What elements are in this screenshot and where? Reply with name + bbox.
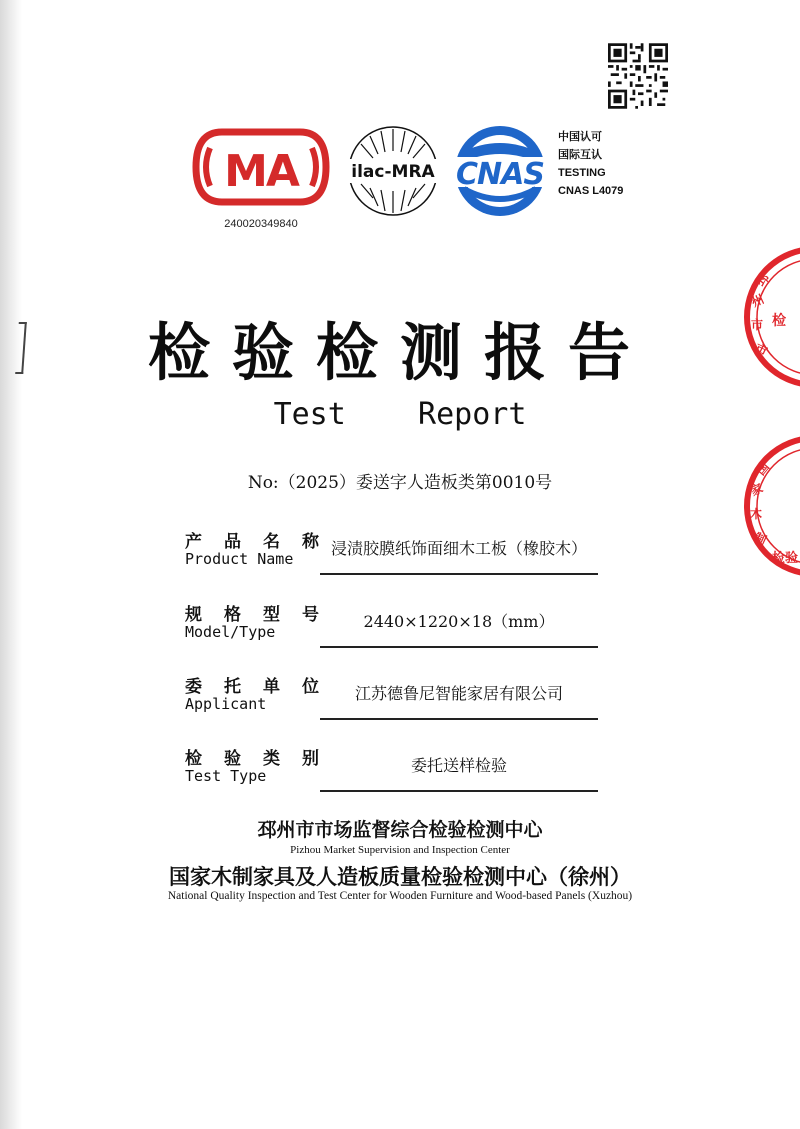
cnas-line-1: 中国认可 [558, 131, 602, 143]
svg-text:检验: 检验 [772, 551, 799, 566]
field-value-test-type: 委托送样检验 [410, 756, 507, 775]
svg-text:CNAS: CNAS [456, 157, 544, 192]
label-char: 号 [302, 605, 319, 625]
field-label-cn [185, 527, 319, 552]
label-char: 单 [263, 677, 280, 697]
label-char: 品 [224, 532, 241, 552]
field-model-type [185, 600, 605, 666]
svg-text:市: 市 [752, 341, 770, 359]
field-label-en: Test Type [185, 767, 267, 785]
cnas-accreditation-text [558, 128, 648, 200]
label-char: 规 [185, 605, 202, 625]
field-value-product-name: 浸渍胶膜纸饰面细木工板（橡胶木） [330, 539, 587, 558]
cma-certificate-number: 240020349840 [224, 218, 298, 230]
qr-code-icon [608, 43, 668, 109]
cnas-line-4: CNAS L4079 [558, 185, 624, 197]
field-value-applicant: 江苏德鲁尼智能家居有限公司 [354, 684, 563, 703]
cnas-line-2: 国际互认 [558, 149, 602, 161]
svg-text:家: 家 [748, 480, 766, 499]
field-label-en: Applicant [185, 695, 267, 713]
field-value-model-type: 2440×1220×18（mm） [363, 612, 555, 631]
field-label-en: Model/Type [185, 623, 276, 641]
svg-text:制: 制 [751, 530, 769, 548]
field-label-en: Product Name [185, 550, 294, 568]
cma-logo-icon [192, 128, 330, 206]
field-product-name [185, 527, 605, 593]
cnas-line-3: TESTING [558, 167, 606, 179]
svg-text:木: 木 [750, 507, 763, 521]
label-char: 格 [224, 605, 241, 625]
field-label-cn [185, 672, 319, 697]
issuer-name-en-1: Pizhou Market Supervision and Inspection Center [290, 844, 510, 856]
issuer-name-en-2: National Quality Inspection and Test Center for Wooden Furniture and Wood-based Panels (Xuzhou) [167, 890, 633, 902]
label-char: 型 [263, 605, 280, 625]
label-char: 检 [185, 749, 202, 769]
field-label-cn [185, 600, 319, 625]
issuer-name-cn-2: 国家木制家具及人造板质量检验检测中心（徐州） [169, 865, 631, 889]
svg-text:检: 检 [772, 313, 786, 329]
ilac-mra-logo-icon [345, 121, 441, 221]
svg-text:邳: 邳 [753, 270, 773, 289]
page-edge-shadow [0, 0, 22, 1129]
cnas-logo-icon [444, 123, 556, 219]
label-char: 委 [185, 677, 202, 697]
field-applicant [185, 672, 605, 738]
field-underline [320, 646, 598, 648]
report-number: No:（2025）委送字人造板类第0010号 [247, 473, 553, 493]
field-underline [320, 573, 598, 575]
report-title-chinese: 检验检测报告 [147, 316, 652, 389]
field-label-cn [185, 744, 319, 769]
issuer-name-cn-1: 邳州市市场监督综合检验检测中心 [257, 819, 543, 841]
field-underline [320, 790, 598, 792]
report-title-english: Test Report [273, 397, 527, 432]
svg-text:市: 市 [751, 318, 764, 332]
label-char: 名 [263, 532, 280, 552]
label-char: 类 [263, 749, 280, 769]
label-char: 验 [224, 749, 241, 769]
field-underline [320, 718, 598, 720]
svg-text:MA: MA [224, 146, 298, 197]
official-seal-icon-2 [738, 432, 800, 582]
label-char: 别 [302, 749, 319, 769]
label-char: 称 [302, 532, 319, 552]
label-char: 位 [302, 677, 319, 697]
official-seal-icon [740, 245, 800, 395]
svg-text:ilac-MRA: ilac-MRA [351, 162, 435, 182]
label-char: 托 [224, 677, 241, 697]
field-test-type [185, 744, 605, 810]
label-char: 产 [185, 532, 202, 552]
svg-text:州: 州 [749, 291, 767, 310]
svg-text:国: 国 [753, 459, 773, 478]
